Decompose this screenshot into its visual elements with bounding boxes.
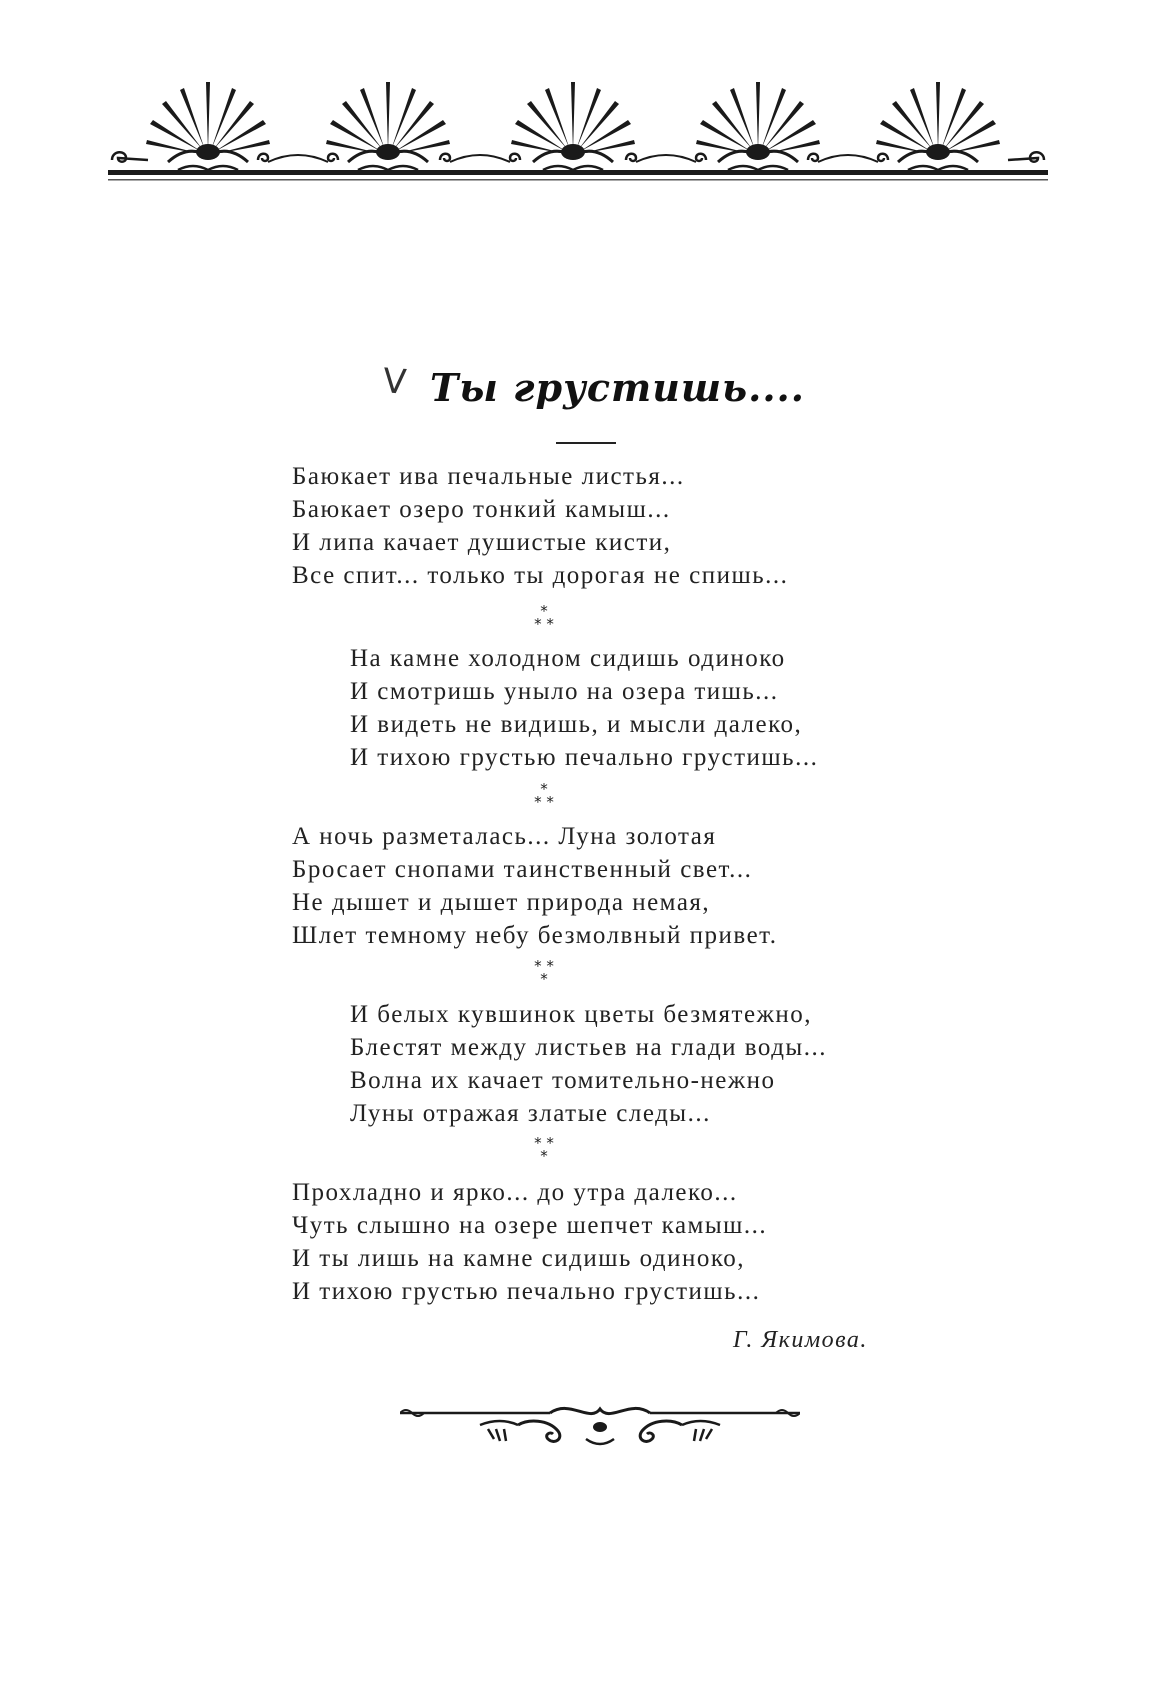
asterism-row: * *: [534, 615, 554, 633]
asterism-row: * *: [534, 957, 554, 975]
margin-check-mark: V: [381, 361, 408, 403]
verse-line: И липа качает душистые кисти,: [292, 529, 672, 556]
asterism-separator: [524, 1134, 564, 1165]
stanza-2: [350, 642, 818, 774]
verse-line: Бросает снопами таинственный свет...: [292, 856, 753, 883]
verse-line: И смотришь уныло на озера тишь...: [350, 678, 779, 705]
verse-line: Луны отражая златые следы...: [350, 1100, 711, 1127]
asterism-separator: [524, 957, 564, 988]
verse-line: Не дышет и дышет природа немая,: [292, 889, 711, 916]
stanza-3: [292, 820, 777, 952]
asterism-separator: [524, 780, 564, 811]
verse-line: Волна их качает томительно-нежно: [350, 1067, 776, 1094]
verse-line: А ночь разметалась... Луна золотая: [292, 823, 717, 850]
author-signature: Г. Якимова.: [733, 1327, 868, 1353]
verse-line: И видеть не видишь, и мысли далеко,: [350, 711, 803, 738]
asterism-separator: [524, 602, 564, 633]
verse-line: И белых кувшинок цветы безмятежно,: [350, 1001, 812, 1028]
palmette-frieze-icon: [108, 60, 1048, 200]
verse-line: На камне холодном сидишь одиноко: [350, 645, 786, 672]
title-divider: [556, 442, 616, 444]
asterism-row: *: [540, 602, 548, 620]
verse-line: И тихою грустью печально грустишь...: [292, 1278, 761, 1305]
stanza-1: [292, 460, 788, 592]
verse-line: И тихою грустью печально грустишь...: [350, 744, 819, 771]
verse-line: Баюкает ива печальные листья...: [292, 463, 685, 490]
stanza-5: [292, 1176, 767, 1308]
stanza-4: [350, 998, 827, 1130]
verse-line: Блестят между листьев на глади воды...: [350, 1034, 827, 1061]
asterism-row: *: [540, 780, 548, 798]
scroll-flourish-icon: [400, 1395, 800, 1460]
verse-line: И ты лишь на камне сидишь одиноко,: [292, 1245, 746, 1272]
verse-line: Чуть слышно на озере шепчет камыш...: [292, 1212, 768, 1239]
asterism-row: *: [540, 1147, 548, 1165]
verse-line: Все спит... только ты дорогая не спишь...: [292, 562, 789, 589]
asterism-row: * *: [534, 793, 554, 811]
verse-line: Баюкает озеро тонкий камыш...: [292, 496, 671, 523]
asterism-row: * *: [534, 1134, 554, 1152]
asterism-row: *: [540, 970, 548, 988]
verse-line: Шлет темному небу безмолвный привет.: [292, 922, 778, 949]
verse-line: Прохладно и ярко... до утра далеко...: [292, 1179, 738, 1206]
poem-title: Ты грустишь....: [430, 365, 806, 410]
